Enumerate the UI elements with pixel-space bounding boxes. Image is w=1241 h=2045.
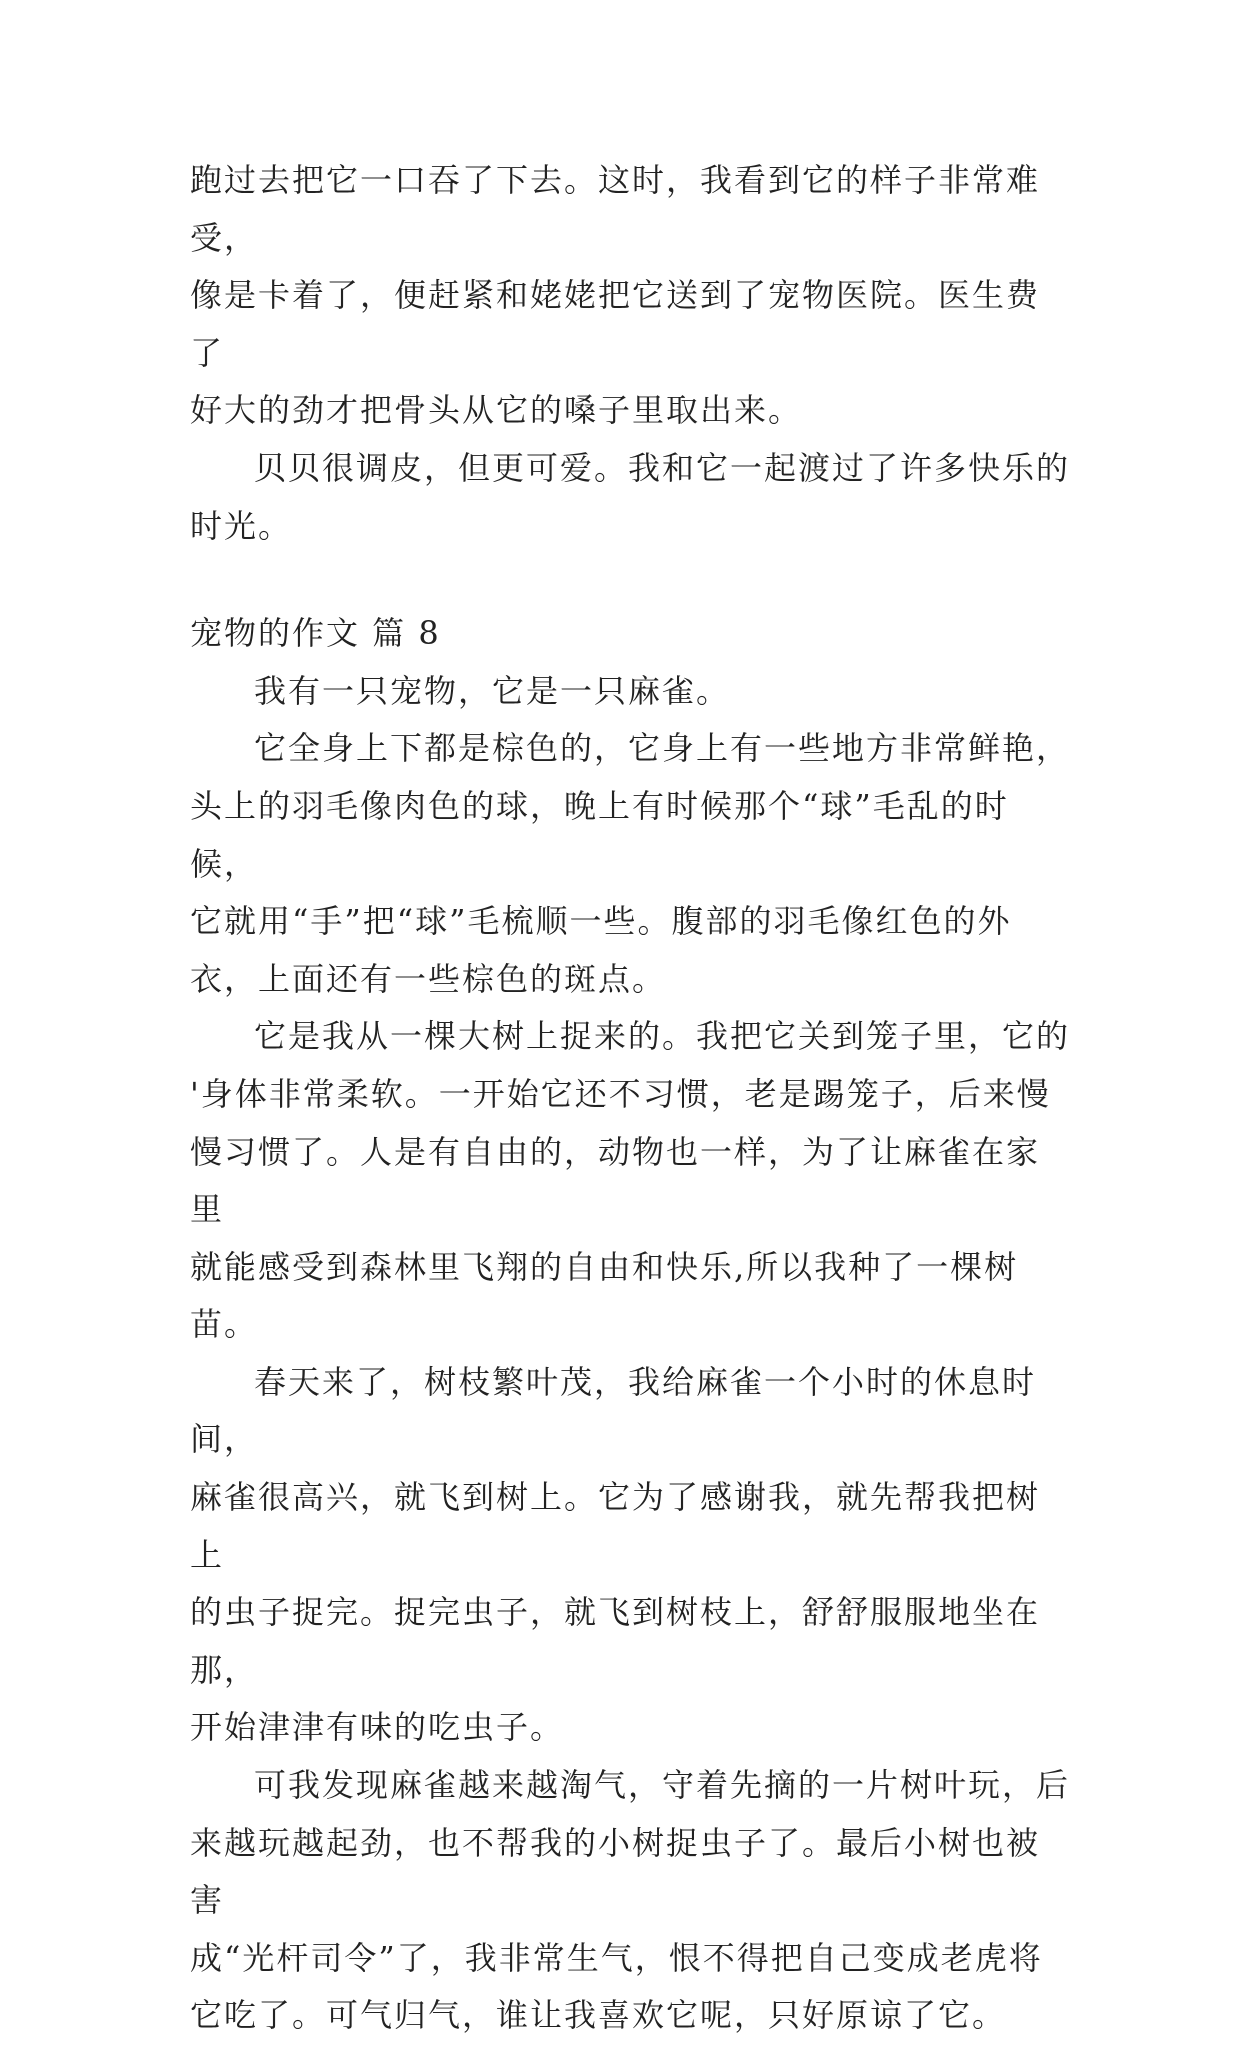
paragraph: 它全身上下都是棕色的，它身上有一些地方非常鲜艳， 头上的羽毛像肉色的球，晚上有时候那个“球”毛乱的时候， 它就用“手”把“球”毛梳顺一些。腹部的羽毛像红色的外 衣，上面还有一些棕色的斑点。 — [190, 729, 1071, 998]
section-gap — [190, 555, 1070, 605]
paragraph: 可我发现麻雀越来越淘气，守着先摘的一片树叶玩，后 来越玩越起劲，也不帮我的小树捉虫子了。最后小树也被害 成“光杆司令”了，我非常生气，恨不得把自己变成老虎将 它吃了。可气归气，谁让我喜欢它呢，只好原谅了它。 — [190, 1766, 1071, 2035]
document-page — [190, 152, 1070, 2045]
paragraph: 贝贝很调皮，但更可爱。我和它一起渡过了许多快乐的 时光。 — [190, 448, 1071, 545]
paragraph: 我有一只宠物，它是一只麻雀。 — [254, 671, 731, 710]
paragraph: 春天来了，树枝繁叶茂，我给麻雀一个小时的休息时间， 麻雀很高兴，就飞到树上。它为了感谢我，就先帮我把树上 的虫子捉完。捉完虫子，就飞到树枝上，舒舒服服地坐在那， 开始津津有味的吃虫子。 — [190, 1362, 1041, 1747]
essay-heading: 宠物的作文 篇 8 — [190, 614, 441, 653]
paragraph-continued: 跑过去把它一口吞了下去。这时，我看到它的样子非常难受， 像是卡着了，便赶紧和姥姥把它送到了宠物医院。医生费了 好大的劲才把骨头从它的嗓子里取出来。 — [190, 161, 1041, 430]
paragraph: 它是我从一棵大树上捉来的。我把它关到笼子里，它的 '身体非常柔软。一开始它还不习惯，老是踢笼子，后来慢 慢习惯了。人是有自由的，动物也一样，为了让麻雀在家里 就能感受到森林里飞翔的自由和快乐,所以我种了一棵树苗。 — [190, 1017, 1071, 1344]
